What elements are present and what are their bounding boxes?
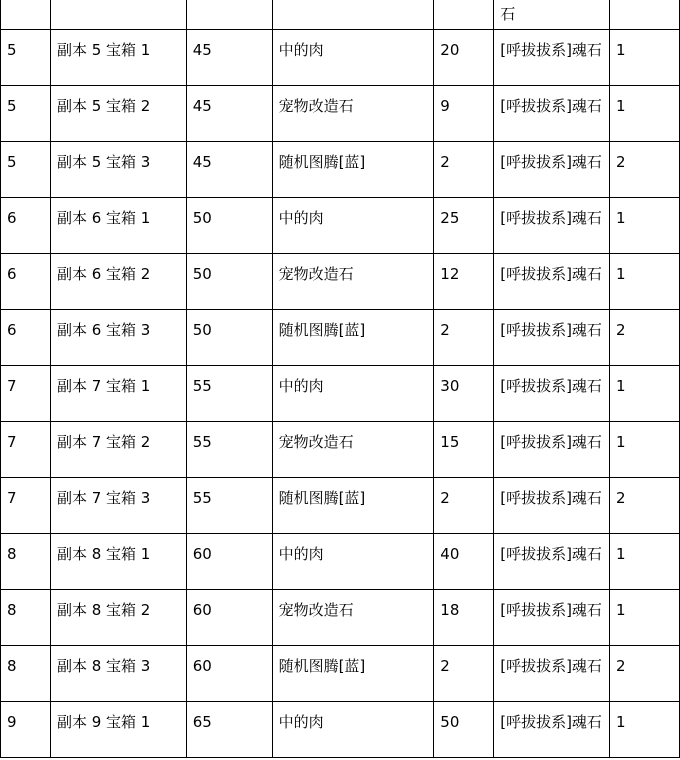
cell-type: [呼拔拔系]魂石 [494,310,610,366]
table-row [1,198,680,254]
table-row-partial [1,0,680,30]
cell-level: 45 [186,30,272,86]
cell-count: 1 [610,702,680,758]
cell-chest: 副本 6 宝箱 1 [50,198,186,254]
cell-stage [1,0,51,30]
cell-level: 50 [186,254,272,310]
cell-count: 1 [610,198,680,254]
cell-type: [呼拔拔系]魂石 [494,422,610,478]
cell-item: 随机图腾[蓝] [272,310,434,366]
cell-level: 45 [186,142,272,198]
cell-type: [呼拔拔系]魂石 [494,198,610,254]
cell-level: 60 [186,590,272,646]
cell-stage: 7 [1,422,51,478]
cell-count: 1 [610,366,680,422]
cell-stage: 6 [1,254,51,310]
cell-qty: 25 [434,198,494,254]
cell-qty: 30 [434,366,494,422]
table-row [1,534,680,590]
cell-item: 中的肉 [272,702,434,758]
cell-type: [呼拔拔系]魂石 [494,142,610,198]
cell-item: 随机图腾[蓝] [272,646,434,702]
cell-count: 2 [610,142,680,198]
cell-chest: 副本 6 宝箱 2 [50,254,186,310]
cell-item: 中的肉 [272,534,434,590]
cell-count: 1 [610,534,680,590]
cell-stage: 5 [1,142,51,198]
cell-type: [呼拔拔系]魂石 [494,30,610,86]
cell-qty [434,0,494,30]
cell-item [272,0,434,30]
cell-chest: 副本 7 宝箱 2 [50,422,186,478]
table-row [1,310,680,366]
cell-item: 宠物改造石 [272,254,434,310]
cell-item: 宠物改造石 [272,590,434,646]
table-row [1,30,680,86]
cell-count: 1 [610,254,680,310]
cell-chest: 副本 7 宝箱 3 [50,478,186,534]
cell-chest: 副本 7 宝箱 1 [50,366,186,422]
cell-stage: 6 [1,310,51,366]
cell-item: 宠物改造石 [272,422,434,478]
cell-count: 1 [610,590,680,646]
cell-level: 55 [186,366,272,422]
cell-level: 60 [186,646,272,702]
cell-stage: 8 [1,590,51,646]
cell-stage: 6 [1,198,51,254]
reward-table-body [1,0,680,758]
cell-chest: 副本 8 宝箱 3 [50,646,186,702]
cell-item: 随机图腾[蓝] [272,478,434,534]
cell-item: 中的肉 [272,366,434,422]
cell-level: 55 [186,422,272,478]
cell-level: 60 [186,534,272,590]
cell-qty: 2 [434,646,494,702]
cell-count: 2 [610,478,680,534]
cell-qty: 2 [434,310,494,366]
cell-type: [呼拔拔系]魂石 [494,534,610,590]
cell-level: 50 [186,198,272,254]
cell-stage: 9 [1,702,51,758]
table-row [1,142,680,198]
cell-type: [呼拔拔系]魂石 [494,646,610,702]
cell-chest [50,0,186,30]
cell-chest: 副本 6 宝箱 3 [50,310,186,366]
cell-level: 50 [186,310,272,366]
cell-stage: 7 [1,478,51,534]
table-row [1,590,680,646]
cell-qty: 20 [434,30,494,86]
cell-count: 2 [610,646,680,702]
cell-stage: 8 [1,646,51,702]
cell-qty: 50 [434,702,494,758]
cell-qty: 15 [434,422,494,478]
cell-stage: 7 [1,366,51,422]
cell-count: 1 [610,422,680,478]
cell-chest: 副本 8 宝箱 1 [50,534,186,590]
cell-chest: 副本 8 宝箱 2 [50,590,186,646]
cell-stage: 8 [1,534,51,590]
table-row [1,646,680,702]
table-row [1,366,680,422]
table-row [1,702,680,758]
cell-item: 宠物改造石 [272,86,434,142]
cell-type: [呼拔拔系]魂石 [494,702,610,758]
cell-qty: 2 [434,142,494,198]
table-row [1,254,680,310]
cell-type: [呼拔拔系]魂石 [494,590,610,646]
cell-stage: 5 [1,30,51,86]
cell-item: 中的肉 [272,198,434,254]
cell-level [186,0,272,30]
cell-stage: 5 [1,86,51,142]
cell-chest: 副本 5 宝箱 3 [50,142,186,198]
cell-count [610,0,680,30]
table-row [1,422,680,478]
cell-chest: 副本 5 宝箱 1 [50,30,186,86]
cell-qty: 40 [434,534,494,590]
cell-item: 随机图腾[蓝] [272,142,434,198]
cell-qty: 2 [434,478,494,534]
cell-type: [呼拔拔系]魂石 [494,478,610,534]
cell-level: 65 [186,702,272,758]
cell-level: 55 [186,478,272,534]
cell-type: [呼拔拔系]魂石 [494,86,610,142]
cell-type: 石 [494,0,610,30]
cell-chest: 副本 5 宝箱 2 [50,86,186,142]
cell-count: 1 [610,86,680,142]
cell-qty: 9 [434,86,494,142]
cell-level: 45 [186,86,272,142]
cell-count: 2 [610,310,680,366]
cell-qty: 12 [434,254,494,310]
cell-type: [呼拔拔系]魂石 [494,366,610,422]
cell-type: [呼拔拔系]魂石 [494,254,610,310]
table-row [1,478,680,534]
table-row [1,86,680,142]
cell-chest: 副本 9 宝箱 1 [50,702,186,758]
cell-item: 中的肉 [272,30,434,86]
cell-qty: 18 [434,590,494,646]
cell-count: 1 [610,30,680,86]
